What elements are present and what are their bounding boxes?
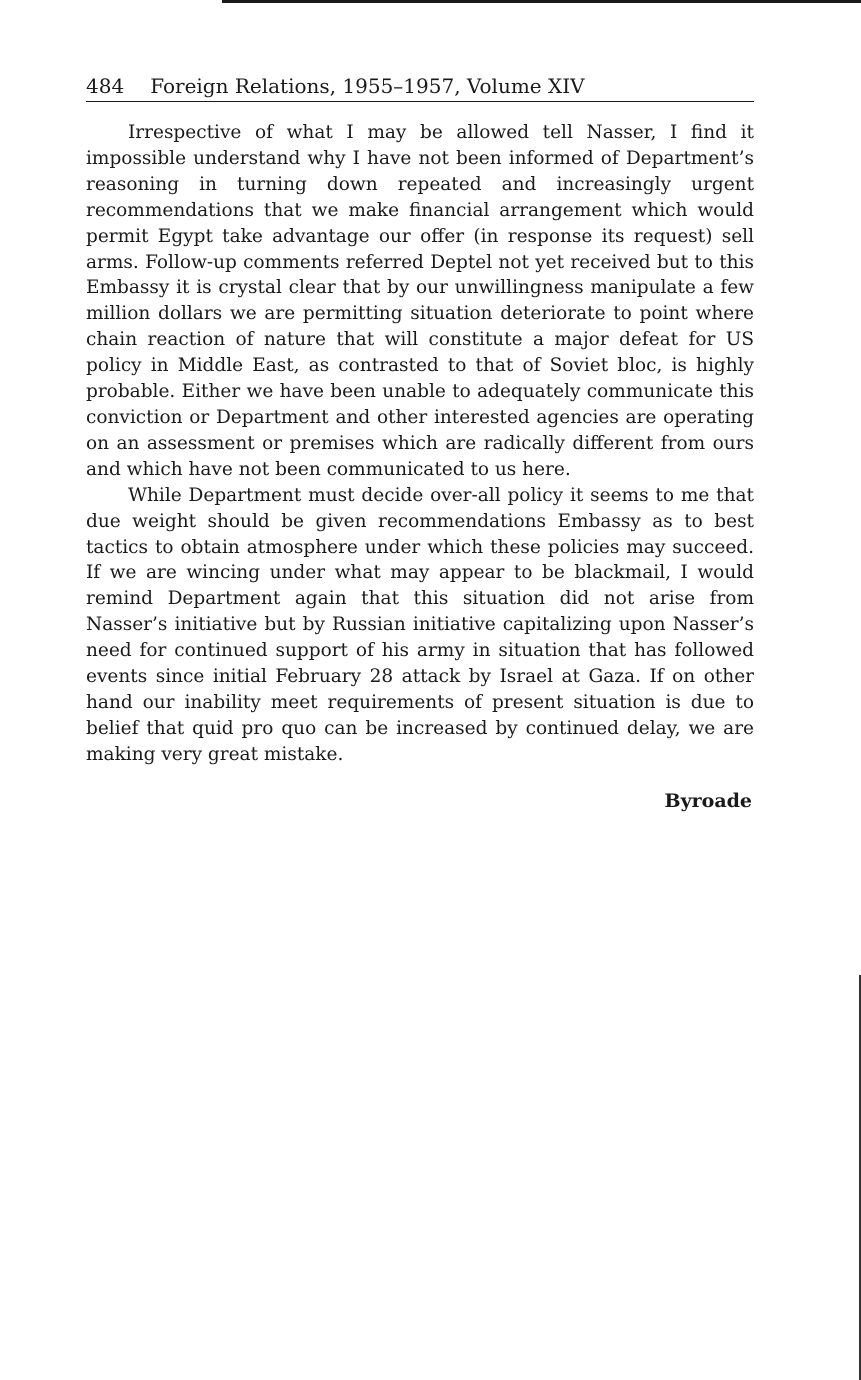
paragraph-1: Irrespective of what I may be allowed tell Nasser, I find it impossible understand why I have not been informed of Department’s reasoning in turning down repeated and increasingly urgent recommendations that we make financial arrangement which would permit Egypt take advantage our offer (in response its request) sell arms. Follow-up comments referred Deptel not yet received but to this Embassy it is crystal clear that by our unwillingness manipulate a few million dollars we are permitting situation deteriorate to point where chain reaction of nature that will constitute a major defeat for US policy in Middle East, as contrasted to that of Soviet bloc, is highly probable. Either we have been unable to adequately communicate this conviction or Department and other interested agencies are operating on an assessment or premises which are radically different from ours and which have not been communicated to us here. [86,122,754,480]
top-edge-rule [222,0,861,3]
document-page [86,72,754,814]
paragraph-2: While Department must decide over-all policy it seems to me that due weight should be given recommendations Embassy as to best tactics to obtain atmosphere under which these policies may succeed. If we are wincing under what may appear to be blackmail, I would remind Department again that this situation did not arise from Nasser’s initiative but by Russian initiative capitalizing upon Nasser’s need for continued support of his army in situation that has followed events since initial February 28 attack by Israel at Gaza. If on other hand our inability meet requirements of present situation is due to belief that quid pro quo can be increased by continued delay, we are making very great mistake. [86,484,754,765]
page-number: 484 [86,74,125,98]
signature: Byroade [664,789,752,812]
publication-title: Foreign Relations, 1955–1957, Volume XIV [150,74,585,98]
document-body [86,120,754,768]
running-header [86,72,754,102]
